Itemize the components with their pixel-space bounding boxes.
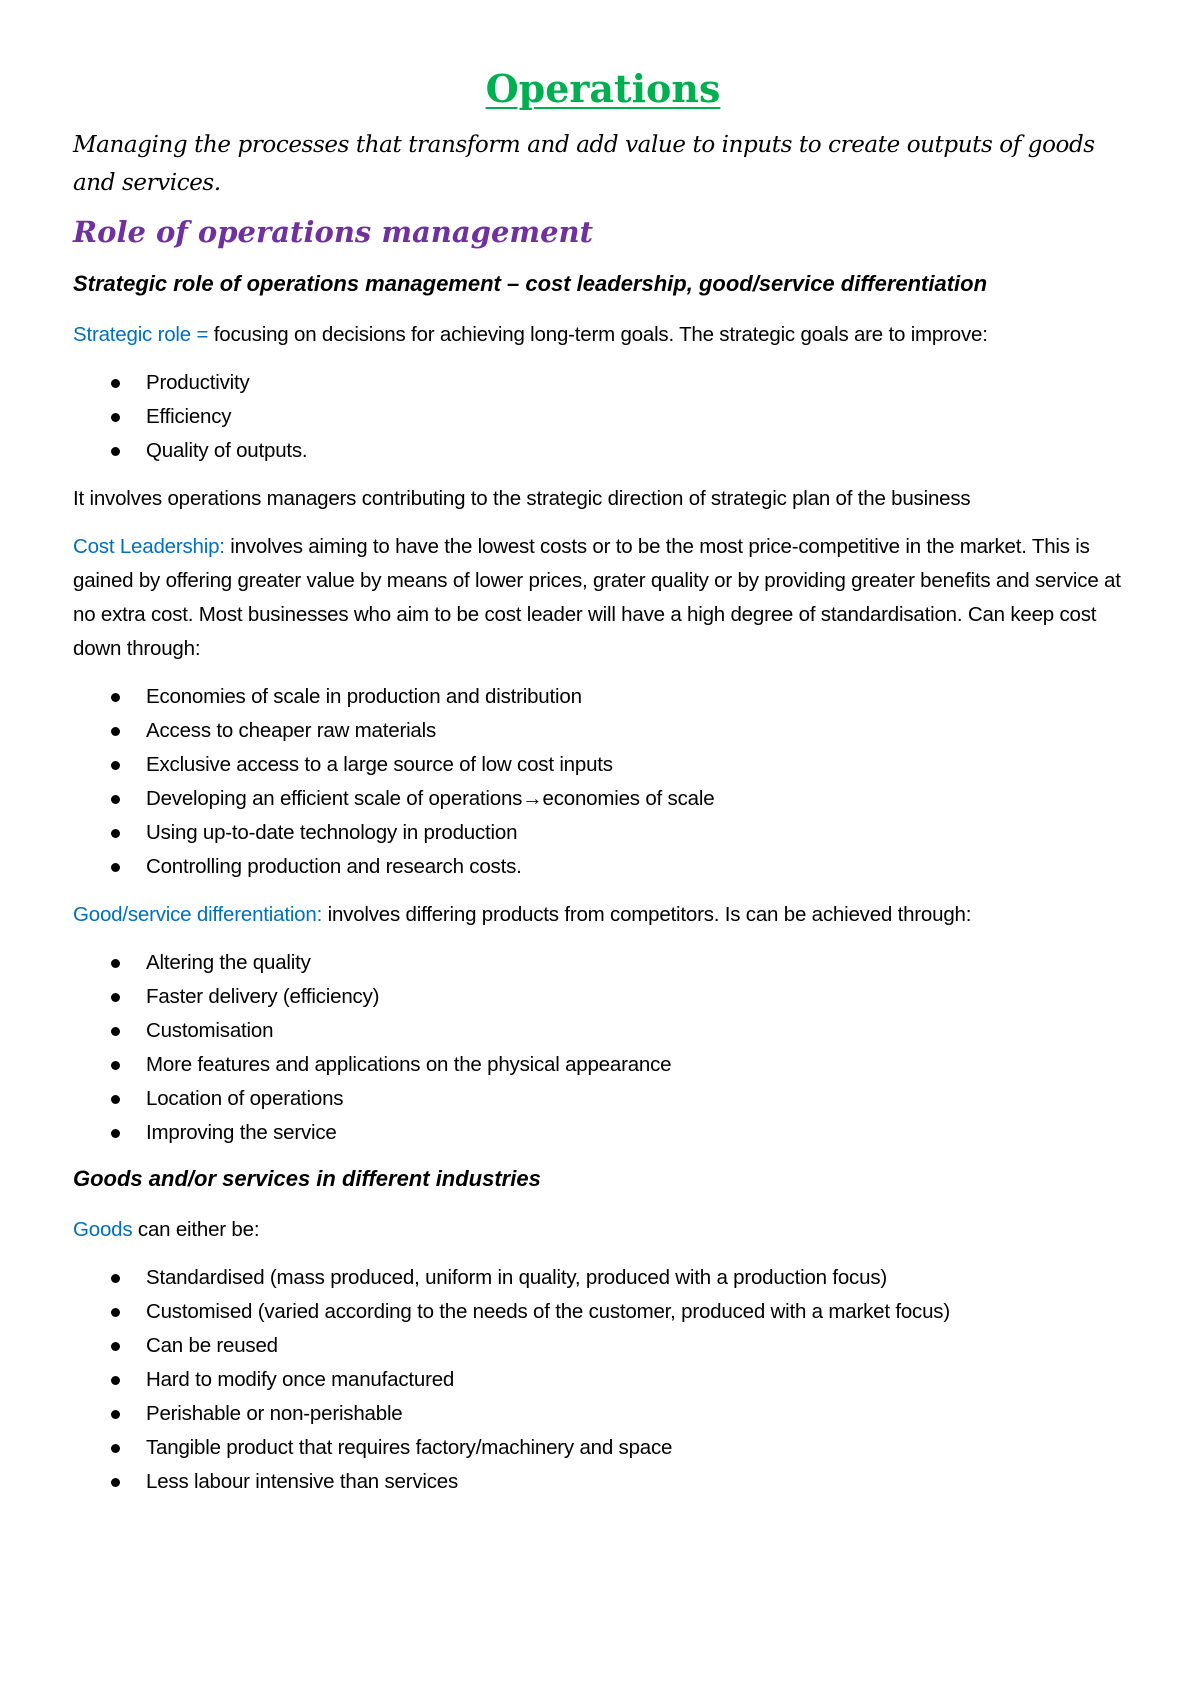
list-item: Less labour intensive than services [73, 1465, 1133, 1499]
section-heading-role: Role of operations management [73, 214, 594, 249]
list-item: Improving the service [73, 1116, 1133, 1150]
list-item: Controlling production and research costs. [73, 850, 1133, 884]
list-item: Economies of scale in production and distribution [73, 680, 1133, 714]
bullet-icon [111, 1478, 120, 1487]
bullet-icon [111, 447, 120, 456]
list-item: Faster delivery (efficiency) [73, 980, 1133, 1014]
bullet-icon [111, 1274, 120, 1283]
list-item: Perishable or non-perishable [73, 1397, 1133, 1431]
term-differentiation: Good/service differentiation: [73, 903, 323, 927]
term-cost-leadership: Cost Leadership: [73, 535, 225, 559]
list-goods-traits [73, 1261, 1133, 1499]
bullet-icon [111, 863, 120, 872]
list-cost-methods [73, 680, 1133, 884]
bullet-icon [111, 1342, 120, 1351]
list-item: Altering the quality [73, 946, 1133, 980]
list-item: Developing an efficient scale of operations→economies of scale [73, 782, 1133, 816]
paragraph-involves: It involves operations managers contributing to the strategic direction of strategic plan of the business [73, 487, 971, 511]
paragraph-goods [73, 1213, 1133, 1247]
bullet-icon [111, 761, 120, 770]
subheading-strategic-role: Strategic role of operations management – cost leadership, good/service differentiation [73, 271, 988, 297]
list-item: Exclusive access to a large source of low cost inputs [73, 748, 1133, 782]
bullet-icon [111, 993, 120, 1002]
differentiation-text: involves differing products from competitors. Is can be achieved through: [322, 903, 972, 927]
term-strategic-role: Strategic role = [73, 323, 209, 347]
list-item: Using up-to-date technology in production [73, 816, 1133, 850]
list-item: Efficiency [73, 400, 1133, 434]
bullet-icon [111, 1308, 120, 1317]
list-item: Tangible product that requires factory/machinery and space [73, 1431, 1133, 1465]
subheading-industries: Goods and/or services in different industries [73, 1166, 541, 1192]
bullet-icon [111, 1061, 120, 1070]
strategic-role-text: focusing on decisions for achieving long-term goals. The strategic goals are to improve: [208, 323, 988, 347]
bullet-icon [111, 829, 120, 838]
bullet-icon [111, 727, 120, 736]
list-strategic-goals [73, 366, 1133, 468]
document-page [73, 66, 1133, 1513]
list-item: Customisation [73, 1014, 1133, 1048]
term-goods: Goods [73, 1217, 133, 1241]
bullet-icon [111, 1129, 120, 1138]
bullet-icon [111, 379, 120, 388]
list-item: Quality of outputs. [73, 434, 1133, 468]
list-item: Can be reused [73, 1329, 1133, 1363]
bullet-icon [111, 795, 120, 804]
list-differentiation-methods [73, 946, 1133, 1150]
bullet-icon [111, 1095, 120, 1104]
operations-definition: Managing the processes that transform and add value to inputs to create outputs of goods and services. [73, 131, 1095, 196]
bullet-icon [111, 1027, 120, 1036]
bullet-icon [111, 693, 120, 702]
paragraph-strategic-role [73, 318, 1133, 352]
list-item: Customised (varied according to the needs of the customer, produced with a market focus) [73, 1295, 1133, 1329]
list-item: Standardised (mass produced, uniform in quality, produced with a production focus) [73, 1261, 1133, 1295]
paragraph-differentiation [73, 898, 1133, 932]
bullet-icon [111, 959, 120, 968]
list-item: Location of operations [73, 1082, 1133, 1116]
document-title: Operations [485, 66, 721, 111]
bullet-icon [111, 1410, 120, 1419]
list-item: Hard to modify once manufactured [73, 1363, 1133, 1397]
list-item: More features and applications on the physical appearance [73, 1048, 1133, 1082]
bullet-icon [111, 1444, 120, 1453]
list-item: Access to cheaper raw materials [73, 714, 1133, 748]
bullet-icon [111, 1376, 120, 1385]
goods-text: can either be: [132, 1217, 260, 1241]
paragraph-cost-leadership [73, 530, 1133, 666]
bullet-icon [111, 413, 120, 422]
cost-leadership-text: involves aiming to have the lowest costs or to be the most price-competitive in the market. This is gained by offering greater value by means of lower prices, grater quality or by providing greater benefits and service at no extra cost. Most businesses who aim to be cost leader will have a high degree of standardisation. Can keep cost down through: [73, 535, 1121, 661]
list-item: Productivity [73, 366, 1133, 400]
